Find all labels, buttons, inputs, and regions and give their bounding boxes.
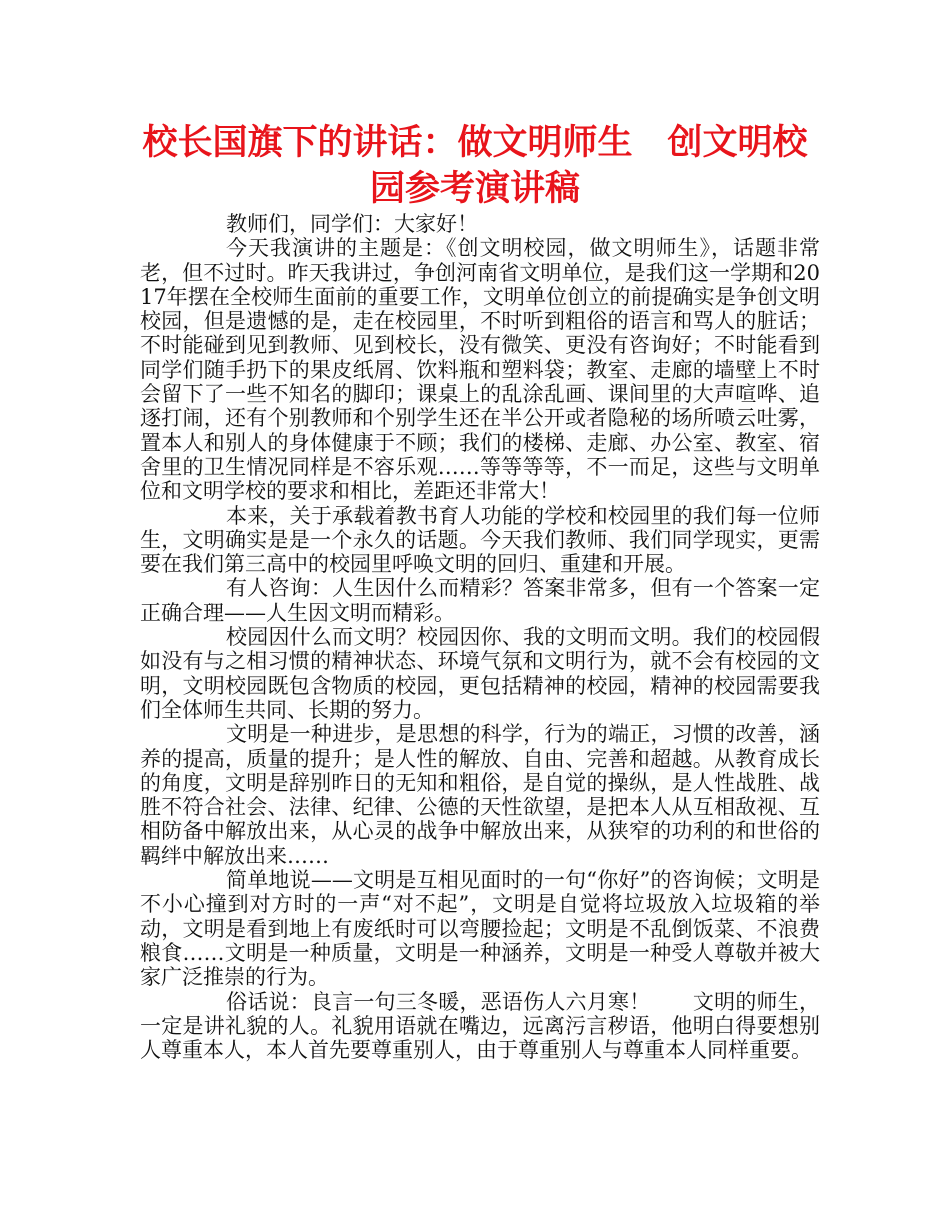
paragraph-courtesy: 俗话说：良言一句三冬暖，恶语伤人六月寒！ 文明的师生，一定是讲礼貌的人。礼貌用语就在嘴边，远离污言秽语，他明白得要想别人尊重本人，本人首先要尊重别人，由于尊重别人与尊重本人同样重要。 (140, 989, 820, 1063)
paragraph-greeting: 教师们，同学们：大家好！ (226, 212, 478, 236)
paragraph-definition: 文明是一种进步，是思想的科学，行为的端正，习惯的改善，涵养的提高，质量的提升；是人性的解放、自由、完善和超越。从教育成长的角度，文明是辞别昨日的无知和粗俗，是自觉的操纵，是人性战胜、战胜不符合社会、法律、纪律、公德的天性欲望，是把本人从互相敌视、互相防备中解放出来，从心灵的战争中解放出来，从狭窄的功利的和世俗的羁绊中解放出来…… (140, 722, 820, 868)
paragraph-campus: 校园因什么而文明？校园因你、我的文明而文明。我们的校园假如没有与之相习惯的精神状态、环境气氛和文明行为，就不会有校园的文明，文明校园既包含物质的校园，更包括精神的校园，精神的校园需要我们全体师生共同、长期的努力。 (140, 625, 820, 722)
paragraph-examples: 简单地说——文明是互相见面时的一句“你好”的咨询候；文明是不小心撞到对方时的一声“对不起”，文明是自觉将垃圾放入垃圾箱的举动，文明是看到地上有废纸时可以弯腰捡起；文明是不乱倒饭菜、不浪费粮食……文明是一种质量，文明是一种涵养，文明是一种受人尊敬并被大家广泛推崇的行为。 (140, 868, 820, 990)
paragraph-question: 有人咨询：人生因什么而精彩？答案非常多，但有一个答案一定正确合理——人生因文明而精彩。 (140, 576, 820, 625)
paragraph-responsibility: 本来，关于承载着教书育人功能的学校和校园里的我们每一位师生，文明确实是是一个永久的话题。今天我们教师、我们同学现实，更需要在我们第三高中的校园里呼唤文明的回归、重建和开展。 (140, 503, 820, 577)
document-title: 校长国旗下的讲话：做文明师生 创文明校园参考演讲稿 (142, 123, 808, 209)
paragraph-topic: 今天我演讲的主题是：《创文明校园，做文明师生》，话题非常老，但不过时。昨天我讲过，争创河南省文明单位，是我们这一学期和2017年摆在全校师生面前的重要工作，文明单位创立的前提确实是争创文明校园，但是遗憾的是，走在校园里，不时听到粗俗的语言和骂人的脏话；不时能碰到见到教师、见到校长，没有微笑、更没有咨询好；不时能看到同学们随手扔下的果皮纸屑、饮料瓶和塑料袋；教室、走廊的墙壁上不时会留下了一些不知名的脚印；课桌上的乱涂乱画、课间里的大声喧哗、追逐打闹，还有个别教师和个别学生还在半公开或者隐秘的场所喷云吐雾，置本人和别人的身体健康于不顾；我们的楼梯、走廊、办公室、教室、宿舍里的卫生情况同样是不容乐观……等等等等，不一而足，这些与文明单位和文明学校的要求和相比，差距还非常大！ (140, 236, 820, 504)
document-body (140, 212, 820, 1062)
